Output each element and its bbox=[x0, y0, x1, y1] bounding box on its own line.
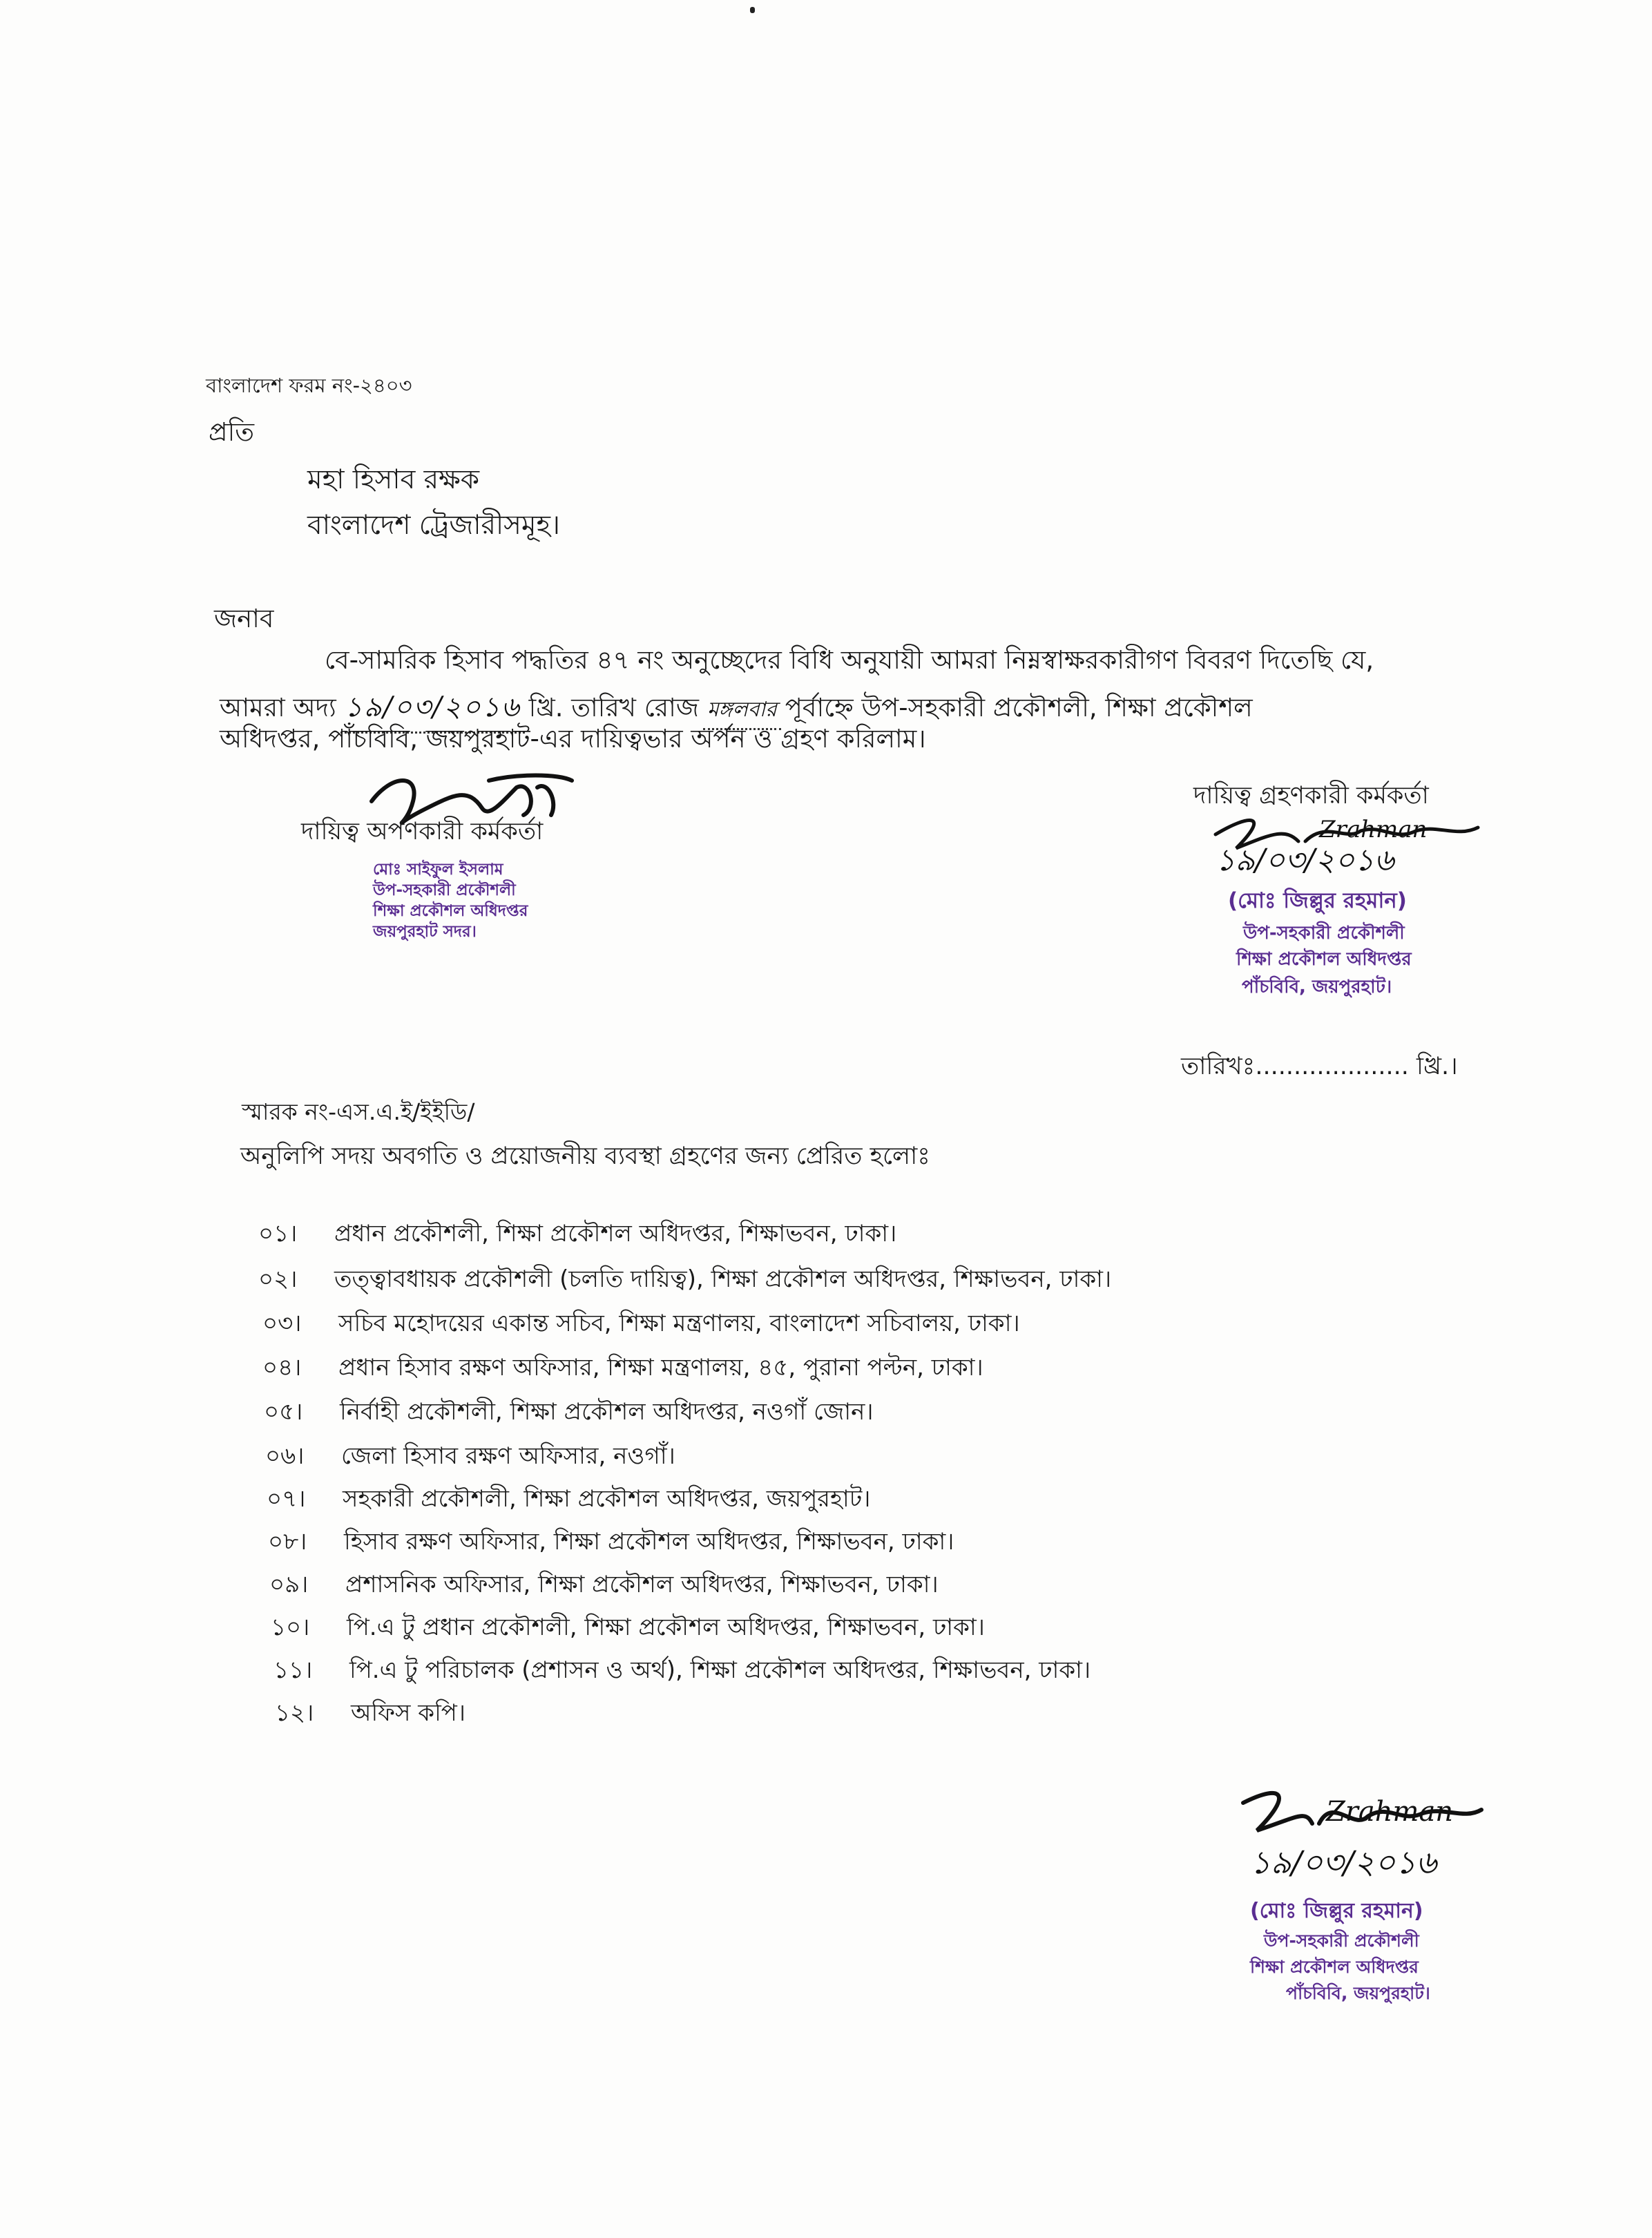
distribution-text: প্রশাসনিক অফিসার, শিক্ষা প্রকৌশল অধিদপ্তর, শিক্ষাভবন, ঢাকা। bbox=[345, 1571, 939, 1598]
distribution-item bbox=[258, 1261, 1111, 1301]
distribution-number: ০৫। bbox=[264, 1398, 303, 1426]
distribution-text: নির্বাহী প্রকৌশলী, শিক্ষা প্রকৌশল অধিদপ্তর, নওগাঁ জোন। bbox=[340, 1398, 874, 1426]
body-line-2-mid: খ্রি. তারিখ রোজ bbox=[528, 693, 699, 723]
bottom-stamp-designation: উপ-সহকারী প্রকৌশলী bbox=[1264, 1931, 1419, 1951]
bottom-signature-date: ১৯/০৩/২০১৬ bbox=[1250, 1844, 1437, 1881]
takeover-signature-text: Zrahman bbox=[1319, 816, 1428, 843]
body-line-3: অধিদপ্তর, পাঁচবিবি, জয়পুরহাট-এর দায়িত্বভার অর্পন ও গ্রহণ করিলাম। bbox=[220, 724, 926, 754]
bottom-stamp-location: পাঁচবিবি, জয়পুরহাট। bbox=[1286, 1983, 1430, 2003]
distribution-item bbox=[273, 1652, 1091, 1692]
distribution-text: প্রধান প্রকৌশলী, শিক্ষা প্রকৌশল অধিদপ্তর, শিক্ষাভবন, ঢাকা। bbox=[334, 1220, 897, 1247]
distribution-item bbox=[265, 1438, 675, 1477]
distribution-item bbox=[268, 1524, 954, 1563]
handover-stamp-designation: উপ-সহকারী প্রকৌশলী bbox=[373, 881, 516, 899]
takeover-stamp-name: (মোঃ জিল্লুর রহমান) bbox=[1228, 888, 1407, 913]
form-number: বাংলাদেশ ফরম নং-২৪০৩ bbox=[206, 374, 412, 397]
body-line-2-start: আমরা অদ্য bbox=[220, 693, 336, 723]
distribution-item bbox=[262, 1350, 983, 1389]
handwritten-date: ১৯/০৩/২০১৬ bbox=[340, 685, 525, 734]
distribution-number: ০৮। bbox=[268, 1528, 307, 1556]
distribution-text: জেলা হিসাব রক্ষণ অফিসার, নওগাঁ। bbox=[341, 1442, 675, 1470]
paper-speck bbox=[750, 7, 755, 13]
date-line: তারিখঃ.................... খ্রি.। bbox=[1181, 1053, 1458, 1080]
distribution-number: ০৬। bbox=[265, 1442, 305, 1470]
handover-stamp-name: মোঃ সাইফুল ইসলাম bbox=[373, 861, 503, 879]
distribution-number: ০৩। bbox=[262, 1310, 302, 1337]
memo-number: স্মারক নং-এস.এ.ই/ইইডি/ bbox=[242, 1098, 475, 1125]
distribution-text: পি.এ টু প্রধান প্রকৌশলী, শিক্ষা প্রকৌশল অধিদপ্তর, শিক্ষাভবন, ঢাকা। bbox=[347, 1614, 985, 1641]
distribution-number: ১০। bbox=[271, 1614, 310, 1641]
distribution-number: ১১। bbox=[273, 1656, 313, 1684]
bottom-stamp-department: শিক্ষা প্রকৌশল অধিদপ্তর bbox=[1250, 1957, 1419, 1977]
distribution-text: প্রধান হিসাব রক্ষণ অফিসার, শিক্ষা মন্ত্রণালয়, ৪৫, পুরানা পল্টন, ঢাকা। bbox=[338, 1354, 983, 1381]
distribution-text: সচিব মহোদয়ের একান্ত সচিব, শিক্ষা মন্ত্রণালয়, বাংলাদেশ সচিবালয়, ঢাকা। bbox=[338, 1310, 1020, 1337]
takeover-officer-label: দায়িত্ব গ্রহণকারী কর্মকর্তা bbox=[1193, 782, 1429, 810]
distribution-item bbox=[267, 1481, 870, 1520]
handwritten-day: মঙ্গলবার bbox=[703, 693, 781, 730]
distribution-text: সহকারী প্রকৌশলী, শিক্ষা প্রকৌশল অধিদপ্তর, জয়পুরহাট। bbox=[343, 1485, 871, 1513]
distribution-text: অফিস কপি। bbox=[351, 1699, 466, 1727]
distribution-number: ০৭। bbox=[267, 1485, 306, 1513]
recipient-office: বাংলাদেশ ট্রেজারীসমূহ। bbox=[307, 510, 560, 541]
distribution-number: ০৯। bbox=[269, 1571, 309, 1598]
bottom-signature-text: Zrahman bbox=[1326, 1796, 1454, 1828]
takeover-signature-date: ১৯/০৩/২০১৬ bbox=[1216, 843, 1394, 878]
handover-officer-label: দায়িত্ব অর্পণকারী কর্মকর্তা bbox=[301, 818, 544, 845]
distribution-number: ০১। bbox=[258, 1220, 298, 1247]
distribution-number: ১২। bbox=[275, 1699, 314, 1727]
recipient-title: মহা হিসাব রক্ষক bbox=[307, 464, 480, 495]
bottom-stamp-name: (মোঃ জিল্লুর রহমান) bbox=[1250, 1899, 1423, 1923]
distribution-item bbox=[271, 1609, 985, 1649]
takeover-stamp-location: পাঁচবিবি, জয়পুরহাট। bbox=[1242, 977, 1392, 997]
distribution-item bbox=[275, 1695, 465, 1734]
salutation: জনাব bbox=[214, 604, 274, 633]
distribution-text: হিসাব রক্ষণ অফিসার, শিক্ষা প্রকৌশল অধিদপ্তর, শিক্ষাভবন, ঢাকা। bbox=[344, 1528, 954, 1556]
copy-to-line: অনুলিপি সদয় অবগতি ও প্রয়োজনীয় ব্যবস্থা গ্রহণের জন্য প্রেরিত হলোঃ bbox=[240, 1142, 930, 1170]
body-line-1: বে-সামরিক হিসাব পদ্ধতির ৪৭ নং অনুচ্ছেদের বিধি অনুযায়ী আমরা নিম্নস্বাক্ষরকারীগণ বিবরণ দিতেছি যে, bbox=[325, 645, 1374, 675]
takeover-stamp-department: শিক্ষা প্রকৌশল অধিদপ্তর bbox=[1236, 949, 1412, 970]
handover-stamp-location: জয়পুরহাট সদর। bbox=[373, 923, 477, 941]
to-label: প্রতি bbox=[209, 417, 254, 447]
distribution-number: ০৪। bbox=[262, 1354, 302, 1381]
handover-stamp-department: শিক্ষা প্রকৌশল অধিদপ্তর bbox=[373, 902, 528, 920]
body-line-2-end: পূর্বাহ্নে উপ-সহকারী প্রকৌশলী, শিক্ষা প্রকৌশল bbox=[785, 693, 1253, 723]
distribution-item bbox=[264, 1394, 874, 1433]
takeover-stamp-designation: উপ-সহকারী প্রকৌশলী bbox=[1243, 923, 1405, 944]
distribution-text: পি.এ টু পরিচালক (প্রশাসন ও অর্থ), শিক্ষা প্রকৌশল অধিদপ্তর, শিক্ষাভবন, ঢাকা। bbox=[349, 1656, 1091, 1684]
distribution-item bbox=[269, 1567, 939, 1606]
distribution-item bbox=[258, 1216, 896, 1255]
distribution-text: তত্ত্বাবধায়ক প্রকৌশলী (চলতি দায়িত্ব), শিক্ষা প্রকৌশল অধিদপ্তর, শিক্ষাভবন, ঢাকা। bbox=[334, 1265, 1112, 1293]
distribution-item bbox=[262, 1306, 1020, 1345]
distribution-number: ০২। bbox=[258, 1265, 298, 1293]
